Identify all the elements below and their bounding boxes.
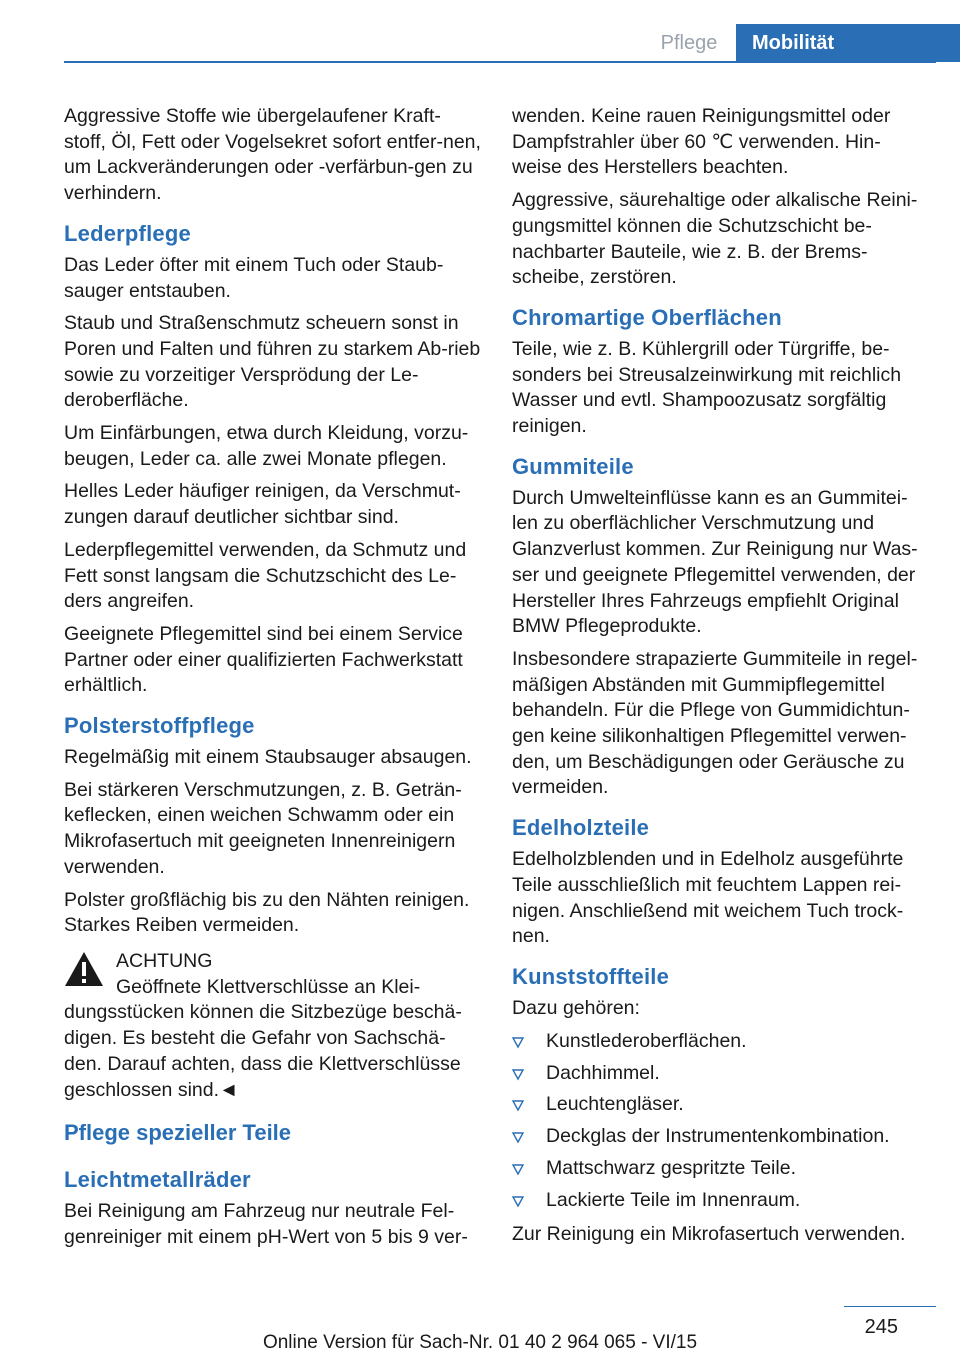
list-item bbox=[512, 1124, 930, 1150]
lederpflege-paragraph: Das Leder öfter mit einem Tuch oder Staub-sauger entstauben. bbox=[64, 253, 444, 302]
list-item-label: Mattschwarz gespritzte Teile. bbox=[546, 1157, 796, 1180]
triangle-bullet-icon bbox=[512, 1037, 524, 1049]
list-item bbox=[512, 1092, 930, 1118]
heading-gummiteile: Gummiteile bbox=[512, 453, 634, 479]
heading-kunststoffteile: Kunststoffteile bbox=[512, 963, 669, 989]
warning-text: dungsstücken können die Sitzbezüge beschä-digen. Es besteht die Gefahr von Sachschä-den. Darauf achten, dass die Klettverschlüsse geschlossen sind.◄ bbox=[64, 1001, 462, 1101]
warning-triangle-icon bbox=[64, 951, 104, 987]
page-header bbox=[0, 0, 960, 62]
gummi-paragraph: Durch Umwelteinflüsse kann es an Gummitei-len zu oberflächlicher Verschmutzung und Glanzverlust kommen. Zur Reinigung nur Was-ser und geeignete Pflegemittel verwenden, der Hersteller Ihres Fahrzeugs empfiehlt Original BMW Pflegeprodukte. bbox=[512, 486, 918, 638]
warning-text-first: Geöffnete Klettverschlüsse an Klei- bbox=[116, 975, 421, 998]
polster-paragraph: Regelmäßig mit einem Staubsauger absaugen. bbox=[64, 746, 472, 769]
heading-chromartige-oberflaechen: Chromartige Oberflächen bbox=[512, 304, 782, 330]
kunststoff-intro: Dazu gehören: bbox=[512, 996, 640, 1019]
list-item bbox=[512, 1061, 930, 1087]
intro-paragraph: Aggressive Stoffe wie übergelaufener Kraft-stoff, Öl, Fett oder Vogelsekret sofort entfer-nen, um Lackveränderungen oder -verfärbun-gen zu verhindern. bbox=[64, 105, 481, 205]
heading-lederpflege: Lederpflege bbox=[64, 220, 191, 246]
lederpflege-paragraph: Lederpflegemittel verwenden, da Schmutz und Fett sonst langsam die Schutzschicht des Le-ders angreifen. bbox=[64, 538, 467, 613]
list-item-label: Kunstlederoberflächen. bbox=[546, 1029, 747, 1052]
tab-pflege[interactable]: Pflege bbox=[660, 32, 718, 54]
kunststoff-list bbox=[512, 1029, 930, 1214]
leichtmetall-paragraph: Aggressive, säurehaltige oder alkalische Reini-gungsmittel können die Schutzschicht be-nachbarter Bauteile, wie z. B. der Brems-scheibe, zerstören. bbox=[512, 189, 918, 289]
heading-polsterstoffpflege: Polsterstoffpflege bbox=[64, 713, 255, 739]
list-item-label: Dachhimmel. bbox=[546, 1061, 660, 1084]
lederpflege-paragraph: Geeignete Pflegemittel sind bei einem Service Partner oder einer qualifizierten Fachwerkstatt erhältlich. bbox=[64, 622, 463, 697]
right-column bbox=[512, 104, 930, 1255]
list-item-label: Deckglas der Instrumentenkombination. bbox=[546, 1125, 890, 1148]
edelholz-paragraph: Edelholzblenden und in Edelholz ausgeführte Teile ausschließlich mit feuchtem Lappen rei-nigen. Anschließend mit weichem Tuch trock-nen. bbox=[512, 848, 904, 948]
lederpflege-paragraph: Um Einfärbungen, etwa durch Kleidung, vorzu-beugen, Leder ca. alle zwei Monate pflegen. bbox=[64, 422, 469, 470]
footer-version-text: Online Version für Sach-Nr. 01 40 2 964 065 - VI/15 bbox=[262, 1332, 698, 1353]
chrom-paragraph: Teile, wie z. B. Kühlergrill oder Türgriffe, be-sonders bei Streusalzeinwirkung mit reichlich Wasser und evtl. Shampoozusatz sorgfältig reinigen. bbox=[512, 337, 902, 438]
list-item bbox=[512, 1029, 930, 1055]
heading-leichtmetallraeder: Leichtmetallräder bbox=[64, 1167, 251, 1193]
lederpflege-paragraph: Helles Leder häufiger reinigen, da Verschmut-zungen darauf deutlicher sichtbar sind. bbox=[64, 480, 461, 529]
triangle-bullet-icon bbox=[512, 1100, 524, 1112]
list-item-label: Lackierte Teile im Innenraum. bbox=[546, 1189, 801, 1212]
lederpflege-paragraph: Staub und Straßenschmutz scheuern sonst in Poren und Falten und führen zu starkem Ab-rieb sowie zu vorzeitiger Versprödung der Le-deroberfläche. bbox=[64, 312, 481, 412]
triangle-bullet-icon bbox=[512, 1196, 524, 1208]
polster-paragraph: Polster großflächig bis zu den Nähten reinigen. Starkes Reiben vermeiden. bbox=[64, 888, 470, 937]
list-item bbox=[512, 1156, 930, 1182]
left-column bbox=[64, 104, 482, 1258]
footer-divider bbox=[844, 1306, 936, 1307]
polster-paragraph: Bei stärkeren Verschmutzungen, z. B. Geträn-keflecken, einen weichen Schwamm oder ein Mikrofasertuch mit geeigneten Innenreinigern verwenden. bbox=[64, 778, 462, 878]
heading-edelholzteile: Edelholzteile bbox=[512, 815, 650, 841]
heading-pflege-spezieller-teile: Pflege spezieller Teile bbox=[64, 1120, 292, 1146]
list-item-label: Leuchtengläser. bbox=[546, 1093, 684, 1116]
list-item bbox=[512, 1188, 930, 1214]
tab-mobilitaet[interactable]: Mobilität bbox=[736, 24, 960, 62]
kunststoff-outro: Zur Reinigung ein Mikrofasertuch verwenden. bbox=[512, 1222, 906, 1245]
triangle-bullet-icon bbox=[512, 1164, 524, 1176]
leichtmetall-paragraph: wenden. Keine rauen Reinigungsmittel oder Dampfstrahler über 60 ℃ verwenden. Hin-weise des Herstellers beachten. bbox=[512, 105, 891, 179]
warning-block bbox=[64, 949, 482, 1103]
triangle-bullet-icon bbox=[512, 1132, 524, 1144]
header-divider bbox=[64, 61, 936, 63]
warning-title: ACHTUNG bbox=[116, 949, 213, 972]
gummi-paragraph: Insbesondere strapazierte Gummiteile in regel-mäßigen Abständen mit Gummipflegemittel behandeln. Für die Pflege von Gummidichtun-gen keine silikonhaltigen Pflegemittel verwen-den, um Beschädigungen oder Geräusche zu vermeiden. bbox=[512, 647, 918, 799]
triangle-bullet-icon bbox=[512, 1069, 524, 1081]
leichtmetall-paragraph: Bei Reinigung am Fahrzeug nur neutrale Fel-genreiniger mit einem pH-Wert von 5 bis 9 ver- bbox=[64, 1200, 468, 1248]
page-number: 245 bbox=[864, 1316, 898, 1338]
